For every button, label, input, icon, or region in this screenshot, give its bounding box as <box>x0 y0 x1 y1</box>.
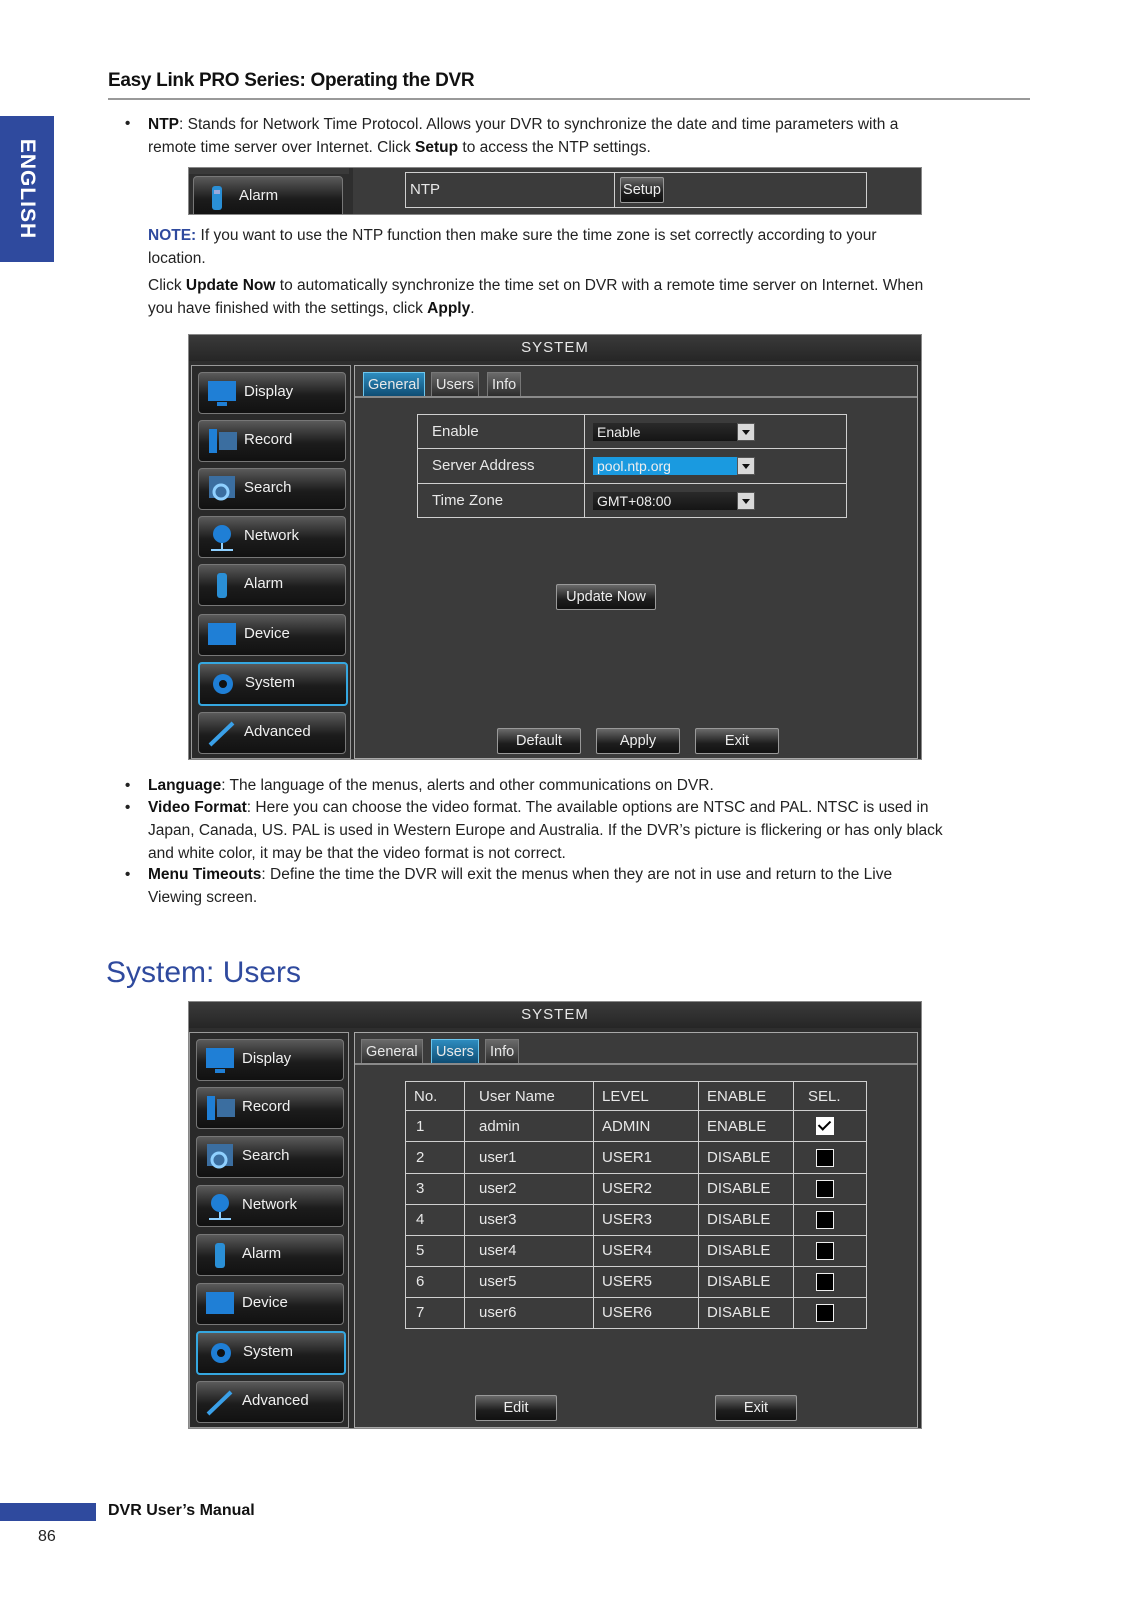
menu-button-display[interactable] <box>198 372 346 414</box>
language-side-tab <box>0 116 54 262</box>
note-line-1: If you want to use the NTP function then make sure the time zone is set correctly according to your <box>196 227 877 244</box>
video-format-text-3: and white color, it may be that the video format is not correct. <box>148 845 566 862</box>
user-level: USER2 <box>594 1173 699 1204</box>
user-no: 4 <box>406 1204 465 1235</box>
user-name: user3 <box>465 1204 594 1235</box>
user-level: USER5 <box>594 1266 699 1297</box>
select-checkbox[interactable] <box>816 1117 834 1135</box>
side-tab-label: ENGLISH <box>16 138 39 240</box>
server-address-value: pool.ntp.org <box>597 458 671 475</box>
exit-button[interactable]: Exit <box>715 1395 797 1421</box>
header-divider <box>108 98 1030 100</box>
setting-label: Enable <box>418 415 585 449</box>
table-row[interactable] <box>406 1297 867 1328</box>
update-text-3: you have finished with the settings, click <box>148 300 428 317</box>
system-content-panel <box>354 1032 918 1428</box>
menu-label: Search <box>244 479 292 496</box>
enable-select[interactable] <box>593 423 755 441</box>
video-format-text: : Here you can choose the video format. The available options are NTSC and PAL. NTSC is used in <box>246 799 929 816</box>
chevron-down-icon <box>737 457 755 475</box>
ntp-row-divider <box>614 173 615 207</box>
menu-label: Search <box>242 1147 290 1164</box>
menu-label: Record <box>242 1098 291 1115</box>
display-icon <box>203 1045 237 1075</box>
setting-value-cell <box>585 483 847 517</box>
update-now-term: Update Now <box>185 277 276 294</box>
language-bullet <box>148 774 1028 797</box>
menu-button-record[interactable] <box>196 1087 344 1129</box>
menu-label: Alarm <box>244 575 284 592</box>
menu-button-display[interactable] <box>196 1039 344 1081</box>
menu-button-advanced[interactable] <box>196 1381 344 1423</box>
alarm-icon <box>200 182 234 212</box>
ntp-paragraph <box>148 113 1028 159</box>
apply-term: Apply <box>427 300 471 317</box>
select-checkbox[interactable] <box>816 1304 834 1322</box>
table-header-row <box>406 1082 867 1111</box>
system-general-screenshot <box>188 334 922 760</box>
alarm-icon <box>203 1240 237 1270</box>
table-row[interactable] <box>406 1204 867 1235</box>
column-header: No. <box>406 1082 465 1111</box>
user-name: user6 <box>465 1297 594 1328</box>
video-format-term: Video Format <box>148 799 247 816</box>
user-level: ADMIN <box>594 1111 699 1142</box>
language-term: Language <box>148 777 222 794</box>
user-name: admin <box>465 1111 594 1142</box>
footer-title: DVR User’s Manual <box>108 1502 255 1519</box>
menu-timeouts-term: Menu Timeouts <box>148 866 262 883</box>
menu-edge <box>189 168 349 174</box>
tab-underline <box>355 1063 917 1065</box>
page-number: 86 <box>38 1528 56 1545</box>
video-format-text-2: Japan, Canada, US. PAL is used in Western Europe and Australia. If the DVR’s picture is flickering or has only black <box>148 822 943 839</box>
advanced-icon <box>205 718 239 748</box>
system-menu <box>191 365 351 759</box>
table-row <box>418 449 847 483</box>
gear-icon <box>206 669 240 699</box>
user-enable: DISABLE <box>699 1204 794 1235</box>
select-checkbox[interactable] <box>816 1149 834 1167</box>
system-content-panel <box>354 365 918 759</box>
advanced-icon <box>203 1387 237 1417</box>
chevron-down-icon <box>737 492 755 510</box>
edit-button[interactable]: Edit <box>475 1395 557 1421</box>
device-icon <box>203 1289 237 1319</box>
bullet-icon: • <box>125 777 131 794</box>
table-row[interactable] <box>406 1173 867 1204</box>
user-name: user2 <box>465 1173 594 1204</box>
alarm-icon <box>205 570 239 600</box>
menu-button-alarm[interactable] <box>198 564 346 606</box>
note-label: NOTE: <box>148 227 197 244</box>
user-no: 7 <box>406 1297 465 1328</box>
user-name: user5 <box>465 1266 594 1297</box>
network-icon <box>205 522 239 552</box>
menu-timeouts-text: : Define the time the DVR will exit the menus when they are not in use and return to the Live <box>261 866 893 883</box>
ntp-term: NTP <box>148 116 179 133</box>
menu-button-device[interactable] <box>196 1283 344 1325</box>
table-row[interactable] <box>406 1235 867 1266</box>
bullet-icon: • <box>125 799 131 816</box>
gear-icon <box>204 1338 238 1368</box>
ntp-settings-table <box>417 414 847 518</box>
tab-general[interactable]: General <box>361 1039 423 1064</box>
menu-label: Network <box>242 1196 298 1213</box>
menu-button-alarm[interactable] <box>193 176 343 215</box>
ntp-setup-button[interactable]: Setup <box>620 177 664 203</box>
record-icon <box>203 1093 237 1123</box>
menu-button-system[interactable] <box>198 662 348 706</box>
server-address-field[interactable] <box>593 457 755 475</box>
update-text-1: Click <box>148 277 186 294</box>
menu-button-system[interactable] <box>196 1331 346 1375</box>
tab-underline <box>355 396 917 398</box>
time-zone-select[interactable] <box>593 492 755 510</box>
tab-info[interactable]: Info <box>485 1039 519 1064</box>
dvr-window-title: SYSTEM <box>189 1002 921 1028</box>
table-row <box>418 415 847 449</box>
select-checkbox[interactable] <box>816 1211 834 1229</box>
user-no: 6 <box>406 1266 465 1297</box>
tab-general[interactable]: General <box>363 372 425 397</box>
menu-label: System <box>245 674 296 691</box>
user-no: 1 <box>406 1111 465 1142</box>
menu-button-alarm[interactable] <box>196 1234 344 1276</box>
menu-label: Display <box>244 383 294 400</box>
table-row[interactable] <box>406 1111 867 1142</box>
table-row[interactable] <box>406 1266 867 1297</box>
user-enable: DISABLE <box>699 1173 794 1204</box>
menu-button-advanced[interactable] <box>198 712 346 754</box>
user-enable: DISABLE <box>699 1142 794 1173</box>
record-icon <box>205 426 239 456</box>
user-no: 5 <box>406 1235 465 1266</box>
menu-button-record[interactable] <box>198 420 346 462</box>
ntp-note <box>148 224 1028 270</box>
chevron-down-icon <box>737 423 755 441</box>
select-checkbox[interactable] <box>816 1273 834 1291</box>
bullet-icon: • <box>125 866 131 883</box>
menu-label: Advanced <box>242 1392 309 1409</box>
page-header-title: Easy Link PRO Series: Operating the DVR <box>108 70 475 91</box>
table-row[interactable] <box>406 1142 867 1173</box>
menu-button-network[interactable] <box>196 1185 344 1227</box>
users-table <box>405 1081 867 1329</box>
update-now-button[interactable]: Update Now <box>556 584 656 610</box>
footer-accent-bar <box>0 1503 96 1521</box>
enable-select-value: Enable <box>597 424 641 440</box>
column-header: User Name <box>465 1082 594 1111</box>
menu-timeouts-text-2: Viewing screen. <box>148 889 258 906</box>
table-row <box>418 483 847 517</box>
user-enable: DISABLE <box>699 1235 794 1266</box>
ntp-text: : Stands for Network Time Protocol. Allows your DVR to synchronize the date and time parameters with a <box>179 116 899 133</box>
video-format-bullet <box>148 796 1028 865</box>
user-level: USER3 <box>594 1204 699 1235</box>
setting-value-cell <box>585 449 847 483</box>
search-icon <box>205 474 239 504</box>
tab-users[interactable]: Users <box>431 1039 479 1064</box>
menu-label: Advanced <box>244 723 311 740</box>
tab-users[interactable]: Users <box>431 372 479 397</box>
system-menu <box>189 1032 349 1428</box>
network-icon <box>203 1191 237 1221</box>
menu-button-device[interactable] <box>198 614 346 656</box>
default-button[interactable]: Default <box>497 728 581 754</box>
menu-label: Device <box>242 1294 288 1311</box>
update-text-4: . <box>470 300 475 317</box>
menu-label: Alarm <box>242 1245 282 1262</box>
user-enable: ENABLE <box>699 1111 794 1142</box>
user-level: USER4 <box>594 1235 699 1266</box>
user-name: user1 <box>465 1142 594 1173</box>
ntp-text-2a: remote time server over Internet. Click <box>148 139 416 156</box>
menu-label: Network <box>244 527 300 544</box>
ntp-setup-screenshot <box>188 167 922 215</box>
search-icon <box>203 1142 237 1172</box>
ntp-row-label: NTP <box>410 181 440 198</box>
column-header: LEVEL <box>594 1082 699 1111</box>
menu-label: Display <box>242 1050 292 1067</box>
note-line-2: location. <box>148 250 206 267</box>
update-now-paragraph <box>148 274 1028 320</box>
column-header: SEL. <box>794 1082 867 1111</box>
setting-label: Server Address <box>418 449 585 483</box>
user-no: 2 <box>406 1142 465 1173</box>
menu-button-search[interactable] <box>198 468 346 510</box>
dvr-window-title: SYSTEM <box>189 335 921 361</box>
column-header: ENABLE <box>699 1082 794 1111</box>
update-text-2: to automatically synchronize the time set on DVR with a remote time server on Internet. When <box>275 277 924 294</box>
user-level: USER6 <box>594 1297 699 1328</box>
menu-button-network[interactable] <box>198 516 346 558</box>
menu-label: Record <box>244 431 293 448</box>
tab-info[interactable]: Info <box>487 372 521 397</box>
menu-timeouts-bullet <box>148 863 1028 909</box>
user-enable: DISABLE <box>699 1297 794 1328</box>
menu-button-search[interactable] <box>196 1136 344 1178</box>
user-level: USER1 <box>594 1142 699 1173</box>
time-zone-value: GMT+08:00 <box>597 492 672 509</box>
select-checkbox[interactable] <box>816 1242 834 1260</box>
user-name: user4 <box>465 1235 594 1266</box>
system-users-screenshot <box>188 1001 922 1429</box>
select-checkbox[interactable] <box>816 1180 834 1198</box>
section-title: System: Users <box>106 956 302 989</box>
ntp-setup-term: Setup <box>415 139 459 156</box>
ntp-text-2c: to access the NTP settings. <box>458 139 651 156</box>
ntp-row <box>405 172 867 208</box>
device-icon <box>205 620 239 650</box>
user-no: 3 <box>406 1173 465 1204</box>
language-text: : The language of the menus, alerts and other communications on DVR. <box>221 777 714 794</box>
exit-button[interactable]: Exit <box>695 728 779 754</box>
setting-value-cell <box>585 415 847 449</box>
apply-button[interactable]: Apply <box>596 728 680 754</box>
display-icon <box>205 378 239 408</box>
user-enable: DISABLE <box>699 1266 794 1297</box>
setting-label: Time Zone <box>418 483 585 517</box>
bullet-icon: • <box>125 115 131 132</box>
menu-label: Device <box>244 625 290 642</box>
menu-label: System <box>243 1343 294 1360</box>
menu-button-label: Alarm <box>239 187 279 204</box>
